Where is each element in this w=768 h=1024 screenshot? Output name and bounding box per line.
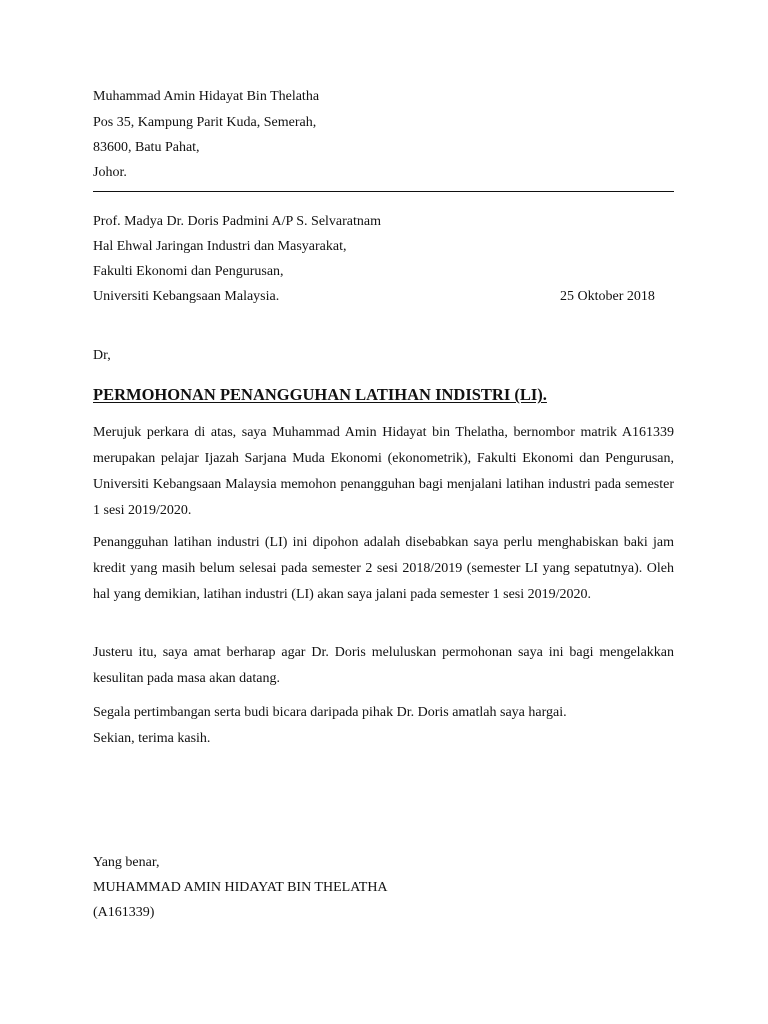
valediction: Yang benar, [93,855,160,870]
sender-name: Muhammad Amin Hidayat Bin Thelatha [93,89,320,104]
recipient-university: Universiti Kebangsaan Malaysia. [93,289,280,304]
header-divider [93,191,674,192]
body-paragraph-2: Penangguhan latihan industri (LI) ini dipohon adalah disebabkan saya perlu menghabiskan baki jam kredit yang masih belum selesai pada semester 2 sesi 2018/2019 (semester LI yang sepatutnya). Oleh hal yang demikian, latihan industri (LI) akan saya jalani pada semester 1 sesi 2019/2020. [93,535,674,602]
body-paragraph-4-line-1: Segala pertimbangan serta budi bicara daripada pihak Dr. Doris amatlah saya hargai. [93,705,567,720]
recipient-name: Prof. Madya Dr. Doris Padmini A/P S. Selvaratnam [93,214,382,229]
matric-number: (A161339) [93,905,155,920]
sender-address-line-3: Johor. [93,165,127,180]
signatory-name: MUHAMMAD AMIN HIDAYAT BIN THELATHA [93,880,388,895]
recipient-office: Hal Ehwal Jaringan Industri dan Masyarakat, [93,239,347,254]
letter-date: 25 Oktober 2018 [560,289,655,304]
body-paragraph-3: Justeru itu, saya amat berharap agar Dr. Doris meluluskan permohonan saya ini bagi mengelakkan kesulitan pada masa akan datang. [93,645,674,686]
body-paragraph-4-line-2: Sekian, terima kasih. [93,731,211,746]
salutation: Dr, [93,348,111,363]
sender-address-line-2: 83600, Batu Pahat, [93,140,200,155]
recipient-faculty: Fakulti Ekonomi dan Pengurusan, [93,264,284,279]
subject-heading: PERMOHONAN PENANGGUHAN LATIHAN INDISTRI (LI). [93,385,547,404]
body-paragraph-1: Merujuk perkara di atas, saya Muhammad Amin Hidayat bin Thelatha, bernombor matrik A161339 merupakan pelajar Ijazah Sarjana Muda Ekonomi (ekonometrik), Fakulti Ekonomi dan Pengurusan, Universiti Kebangsaan Malaysia memohon penangguhan bagi menjalani latihan industri pada semester 1 sesi 2019/2020. [93,425,674,518]
sender-address-line-1: Pos 35, Kampung Parit Kuda, Semerah, [93,115,317,130]
